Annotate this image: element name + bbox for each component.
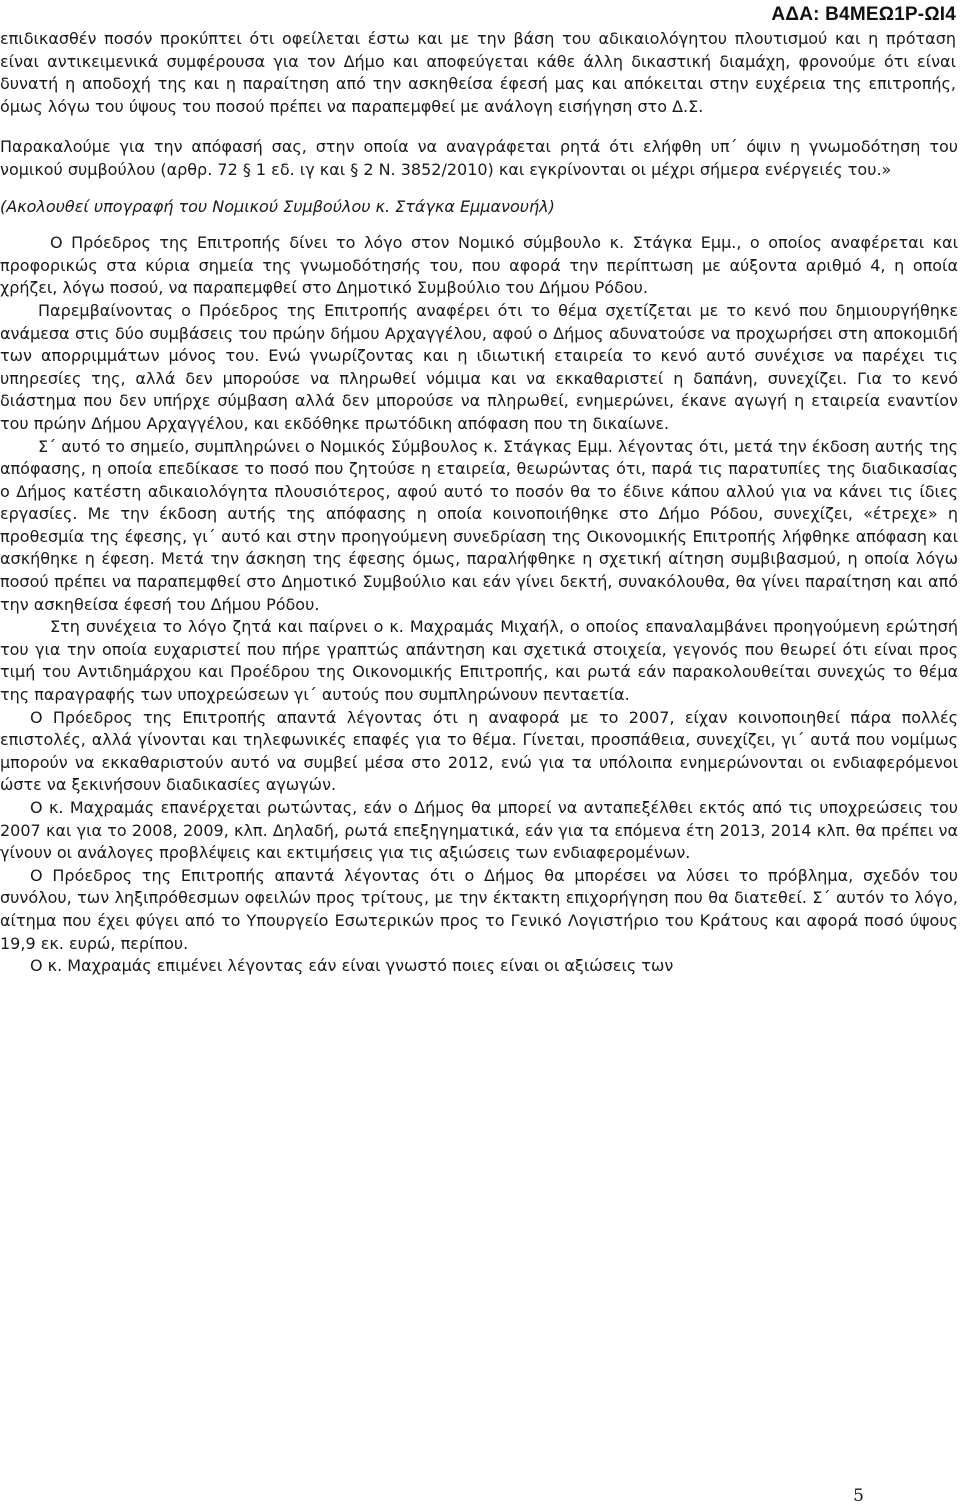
paragraph-machramas-insists: Ο κ. Μαχραμάς επιμένει λέγοντας εάν είναι γνωστό ποιες είναι οι αξιώσεις των xyxy=(30,956,674,976)
paragraph-president-answer-1: Ο Πρόεδρος της Επιτροπής απαντά λέγοντας ότι η αναφορά με το 2007, είχαν κοινοποιηθεί πάρα πολλές επιστολές, αλλά γίνονται και τηλεφωνικές επαφές για το θέμα. Γίνεται, προσπάθεια, συνεχίζει, γι΄ αυτά που νομίμως μπορούν να εκκαθαριστούν αυτό να συμβεί μέσα στο 2012, ενώ για τα υπόλοιπα ενημερώνονται οι ενδιαφερόμενοι ώστε να ξεκινήσουν διαδικασίες αγωγών. xyxy=(0,707,958,795)
paragraph-signature-note: (Ακολουθεί υπογραφή του Νομικού Συμβούλου κ. Στάγκα Εμμανουήλ) xyxy=(0,196,555,216)
paragraph-president-gives-floor: Ο Πρόεδρος της Επιτροπής δίνει το λόγο στον Νομικό σύμβουλο κ. Στάγκα Εμμ., ο οποίος αναφέρεται και προφορικώς στα κύρια σημεία της γνωμοδότησής του, που αφορά την περίπτωση με αύξοντα αριθμό 4, η οποία χρήζει, λόγω ποσού, να παραπεμφθεί στο Δημοτικό Συμβούλιο του Δήμου Ρόδου. xyxy=(0,233,958,298)
paragraph-opinion-conclusion: επιδικασθέν ποσόν προκύπτει ότι οφείλεται έστω και με την βάση του αδικαιολόγητου πλουτισμού και η πρόταση είναι αντικειμενικά συμφέρουσα για τον Δήμο και αποφεύγεται κάθε άλλη δικαστική διαμάχη, φρονούμε ότι είναι δυνατή η αποδοχή της και η παραίτηση από την ασκηθείσα έφεσή μας και απόκειται στην ευχέρεια της επιτροπής, όμως λόγω του ύψους του ποσού πρέπει να παραπεμφθεί με ανάλογη εισήγηση στο Δ.Σ. xyxy=(0,29,956,116)
paragraph-legal-advisor: Σ΄ αυτό το σημείο, συμπληρώνει ο Νομικός Σύμβουλος κ. Στάγκας Εμμ. λέγοντας ότι, μετά την έκδοση αυτής της απόφασης, η οποία επεδίκασε το ποσό που ζητούσε η εταιρεία, θεωρώντας ότι, παρά τις παρατυπίες της διαδικασίας ο Δήμος κατέστη αδικαιολόγητα πλουσιότερος, αφού αυτό το ποσόν θα το έδινε κάπου αλλού για να κάνει τις ίδιες εργασίες. Με την έκδοση αυτής της απόφασης η οποία κοινοποιήθηκε στο Δήμο Ρόδου, συνεχίζει, «έτρεχε» η προθεσμία της έφεσης, γι΄ αυτό και στην προηγούμενη συνεδρίαση της Οικονομικής Επιτροπής λήφθηκε απόφαση και ασκήθηκε η έφεση. Μετά την άσκηση της έφεσης όμως, παραλήφθηκε η σχετική αίτηση συμβιβασμού, η οποία λόγω ποσού πρέπει να παραπεμφθεί στο Δημοτικό Συμβούλιο και εάν γίνει δεκτή, συνακόλουθα, θα γίνει παραίτηση και από την ασκηθείσα έφεσή του Δήμου Ρόδου. xyxy=(0,436,958,614)
paragraph-request: Παρακαλούμε για την απόφασή σας, στην οποία να αναγράφεται ρητά ότι ελήφθη υπ΄ όψιν η γνωμοδότηση του νομικού συμβούλου (αρθρ. 72 § 1 εδ. ιγ και § 2 Ν. 3852/2010) και εγκρίνονται οι μέχρι σήμερα ενέργειές του.» xyxy=(0,137,958,179)
paragraph-machramas-followup: Ο κ. Μαχραμάς επανέρχεται ρωτώντας, εάν ο Δήμος θα μπορεί να ανταπεξέλθει εκτός από τις υποχρεώσεις του 2007 και για το 2008, 2009, κλπ. Δηλαδή, ρωτά επεξηγηματικά, εάν για τα επόμενα έτη 2013, 2014 κλπ. θα πρέπει να γίνουν οι ανάλογες προβλέψεις και εκτιμήσεις για τις αξιώσεις των ενδιαφερομένων. xyxy=(0,798,958,863)
paragraph-machramas-question: Στη συνέχεια το λόγο ζητά και παίρνει ο κ. Μαχραμάς Μιχαήλ, ο οποίος επαναλαμβάνει προηγούμενη ερώτησή του για την οποία ευχαριστεί που πήρε γραπτώς απάντηση και σχετικά στοιχεία, γεγονός που θεωρεί ότι είναι προς τιμή του Αντιδημάρχου και Προέδρου της Οικονομικής Επιτροπής, και ρωτά εάν παρακολουθείται συνεχώς το θέμα της παραγραφής των υποχρεώσεων γι΄ αυτούς που συμπληρώνουν πενταετία. xyxy=(0,617,958,705)
paragraph-president-intervention: Παρεμβαίνοντας ο Πρόεδρος της Επιτροπής αναφέρει ότι το θέμα σχετίζεται με το κενό που δημιουργήθηκε ανάμεσα στις δύο συμβάσεις του πρώην δήμου Αρχαγγέλου, αφού ο Δήμος αδυνατούσε να προχωρήσει στη αποκομιδή των απορριμμάτων μόνος του. Ενώ γνωρίζοντας και η ιδιωτική εταιρεία το κενό αυτό συνέχισε να παρέχει τις υπηρεσίες της, αλλά δεν μπορούσε να πληρωθεί νόμιμα και να εκκαθαριστεί η δαπάνη, συνεχίζει. Για το κενό διάστημα που δεν υπήρχε σύμβαση αλλά δεν μπορούσε να πληρωθεί, ενημερώνει, έκανε αγωγή η εταιρεία εναντίον του πρώην Δήμου Αρχαγγέλου, και εκδόθηκε πρωτόδικη απόφαση που τη δικαίωνε. xyxy=(0,300,958,433)
paragraph-president-answer-2: Ο Πρόεδρος της Επιτροπής απαντά λέγοντας ότι ο Δήμος θα μπορέσει να λύσει το πρόβλημα, σχεδόν του συνόλου, των ληξιπρόθεσμων οφειλών προς τρίτους, με την έκτακτη επιχορήγηση που θα διατεθεί. Σ΄ αυτόν το λόγο, αίτημα που έχει φύγει από το Υπουργείο Εσωτερικών προς το Γενικό Λογιστήριο του Κράτους και αφορά ποσό ύψους 19,9 εκ. ευρώ, περίπου. xyxy=(0,865,958,953)
ada-code: ΑΔΑ: Β4ΜΕΩ1Ρ-ΩΙ4 xyxy=(771,4,956,25)
page-number: 5 xyxy=(853,1486,864,1506)
